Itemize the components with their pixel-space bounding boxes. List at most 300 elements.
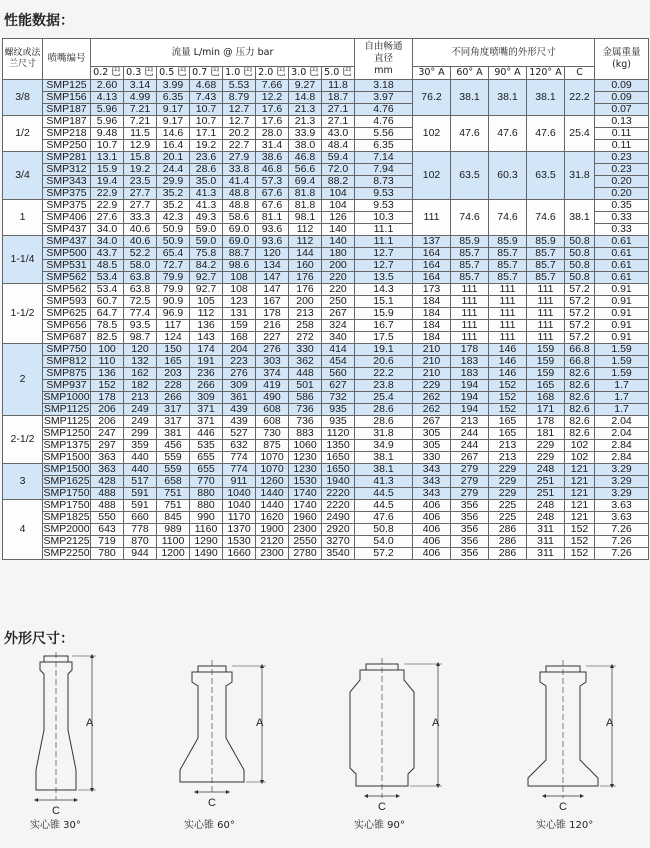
flow-cell: 1650 <box>322 452 355 464</box>
dim-cell: 22.2 <box>565 80 595 116</box>
flow-cell: 774 <box>223 452 256 464</box>
flow-cell: 250 <box>322 296 355 308</box>
dim-cell: 184 <box>413 320 451 332</box>
flow-cell: 136 <box>190 320 223 332</box>
flow-cell: 2780 <box>289 548 322 560</box>
passage-cell: 11.1 <box>355 236 413 248</box>
flow-cell: 4.99 <box>124 92 157 104</box>
header-pressure: 2.0 巴 <box>256 67 289 80</box>
flow-cell: 381 <box>157 428 190 440</box>
model-cell: SMP437 <box>43 236 91 248</box>
flow-cell: 990 <box>190 512 223 524</box>
dim-cell: 74.6 <box>527 200 565 236</box>
model-cell: SMP156 <box>43 92 91 104</box>
flow-cell: 456 <box>157 440 190 452</box>
header-weight <box>595 39 649 80</box>
table-row <box>3 476 649 488</box>
passage-cell: 17.5 <box>355 332 413 344</box>
flow-cell: 46.8 <box>256 164 289 176</box>
flow-cell: 134 <box>256 260 289 272</box>
weight-cell: 2.84 <box>595 452 649 464</box>
performance-data-title: 性能数据： <box>4 13 74 29</box>
dim-cell: 305 <box>413 428 451 440</box>
flow-cell: 911 <box>223 476 256 488</box>
dim-cell: 82.6 <box>565 380 595 392</box>
flow-cell: 59.4 <box>322 152 355 164</box>
flow-cell: 11.8 <box>322 80 355 92</box>
dim-cell: 111 <box>451 296 489 308</box>
flow-cell: 15.9 <box>91 164 124 176</box>
flow-cell: 79.9 <box>157 284 190 296</box>
flow-cell: 140 <box>322 236 355 248</box>
dim-cell: 152 <box>489 404 527 416</box>
size-group <box>3 344 649 416</box>
passage-cell: 50.8 <box>355 524 413 536</box>
dim-cell: 406 <box>413 524 451 536</box>
weight-cell: 1.7 <box>595 404 649 416</box>
dim-cell: 111 <box>489 320 527 332</box>
dim-cell: 178 <box>451 344 489 356</box>
flow-cell: 20.1 <box>157 152 190 164</box>
passage-cell: 10.3 <box>355 212 413 224</box>
nozzle-60-dim-a: A <box>256 717 264 729</box>
weight-cell: 1.7 <box>595 380 649 392</box>
flow-cell: 27.1 <box>322 104 355 116</box>
model-cell: SMP1500 <box>43 463 90 475</box>
flow-cell: 1660 <box>223 548 256 560</box>
flow-cell: 176 <box>289 272 322 284</box>
flow-cell: 34.0 <box>91 224 124 236</box>
flow-cell: 117 <box>157 320 190 332</box>
model-cell: SMP375 <box>43 200 91 212</box>
flow-cell: 112 <box>289 236 322 248</box>
dim-cell: 356 <box>451 536 489 548</box>
passage-cell: 34.9 <box>355 440 413 452</box>
table-row <box>3 416 649 428</box>
weight-cell: 0.91 <box>595 332 649 344</box>
flow-cell: 8.79 <box>223 92 256 104</box>
model-cell: SMP562 <box>43 284 91 296</box>
flow-cell: 559 <box>157 464 190 476</box>
dim-cell: 111 <box>527 296 565 308</box>
weight-cell: 0.61 <box>595 272 649 284</box>
flow-cell: 1440 <box>256 488 289 500</box>
model-cell: SMP187 <box>43 104 91 116</box>
flow-cell: 1290 <box>190 536 223 548</box>
flow-cell: 57.3 <box>256 176 289 188</box>
flow-cell: 35.0 <box>190 176 223 188</box>
flow-cell: 9.48 <box>91 128 124 140</box>
flow-cell: 50.9 <box>157 224 190 236</box>
flow-cell: 13.1 <box>91 152 124 164</box>
dim-cell: 38.1 <box>527 80 565 116</box>
model-cell: SMP281 <box>43 152 91 164</box>
weight-cell: 3.29 <box>595 488 649 500</box>
flow-cell: 780 <box>91 548 124 560</box>
dim-cell: 356 <box>451 548 489 560</box>
flow-cell: 272 <box>289 332 322 344</box>
flow-cell: 93.6 <box>256 236 289 248</box>
nozzle-120-drawing <box>528 660 616 798</box>
dim-cell: 248 <box>527 512 565 524</box>
dim-cell: 194 <box>451 380 489 392</box>
model-cell: SMP1125 <box>43 415 90 427</box>
flow-cell: 266 <box>157 392 190 404</box>
flow-cell: 2300 <box>256 548 289 560</box>
flow-cell: 178 <box>91 392 124 404</box>
flow-cell: 266 <box>190 380 223 392</box>
size-cell: 3/8 <box>3 80 43 116</box>
dim-cell: 181 <box>527 428 565 440</box>
header-pressure: 0.7 巴 <box>190 67 223 80</box>
flow-cell: 7.66 <box>256 80 289 92</box>
flow-cell: 38.0 <box>289 140 322 152</box>
dim-cell: 111 <box>527 308 565 320</box>
dim-cell: 50.8 <box>565 248 595 260</box>
flow-cell: 120 <box>256 248 289 260</box>
weight-cell: 3.29 <box>595 464 649 476</box>
dim-cell: 267 <box>451 452 489 464</box>
model-cell: SMP625 <box>43 308 91 320</box>
flow-cell: 258 <box>289 320 322 332</box>
model-cell: SMP2000 <box>43 523 90 535</box>
flow-cell: 5.96 <box>91 116 124 128</box>
flow-cell: 38.6 <box>256 152 289 164</box>
flow-cell: 29.9 <box>157 176 190 188</box>
flow-cell: 419 <box>256 380 289 392</box>
flow-cell: 1040 <box>223 488 256 500</box>
size-cell: 3/4 <box>3 152 43 200</box>
dim-cell: 85.9 <box>527 236 565 248</box>
dim-cell: 286 <box>489 524 527 536</box>
passage-cell: 4.76 <box>355 116 413 128</box>
flow-cell: 440 <box>124 464 157 476</box>
dim-cell: 63.5 <box>527 152 565 200</box>
flow-cell: 48.8 <box>223 200 256 212</box>
dim-cell: 279 <box>451 476 489 488</box>
flow-cell: 144 <box>289 248 322 260</box>
passage-cell: 19.1 <box>355 344 413 356</box>
flow-cell: 267 <box>322 308 355 320</box>
table-row <box>3 500 649 512</box>
model-cell: SMP562 <box>43 272 91 284</box>
flow-cell: 1160 <box>190 524 223 536</box>
flow-cell: 1960 <box>289 512 322 524</box>
passage-cell: 12.7 <box>355 260 413 272</box>
dim-cell: 210 <box>413 344 451 356</box>
size-cell: 2 <box>3 344 43 416</box>
flow-cell: 108 <box>223 272 256 284</box>
flow-cell: 81.8 <box>289 188 322 200</box>
nozzle-30-dim-a: A <box>86 717 94 729</box>
passage-cell: 14.3 <box>355 284 413 296</box>
flow-cell: 1070 <box>256 464 289 476</box>
passage-cell: 13.5 <box>355 272 413 284</box>
model-cell: SMP1625 <box>43 475 90 487</box>
flow-cell: 3540 <box>322 548 355 560</box>
flow-cell: 69.0 <box>223 224 256 236</box>
dim-cell: 244 <box>451 428 489 440</box>
flow-cell: 309 <box>223 380 256 392</box>
flow-cell: 2.60 <box>91 80 124 92</box>
flow-cell: 72.7 <box>157 260 190 272</box>
weight-cell: 0.11 <box>595 140 649 152</box>
dim-cell: 279 <box>451 464 489 476</box>
header-dim-col: 30° A <box>413 67 451 80</box>
passage-cell: 4.76 <box>355 104 413 116</box>
dim-cell: 184 <box>413 332 451 344</box>
flow-cell: 1370 <box>223 524 256 536</box>
passage-cell: 7.14 <box>355 152 413 164</box>
dim-cell: 50.8 <box>565 260 595 272</box>
dim-cell: 165 <box>489 416 527 428</box>
flow-cell: 112 <box>289 224 322 236</box>
flow-cell: 1900 <box>256 524 289 536</box>
flow-cell: 46.8 <box>289 152 322 164</box>
flow-cell: 608 <box>256 416 289 428</box>
flow-cell: 1490 <box>190 548 223 560</box>
weight-cell: 3.29 <box>595 476 649 488</box>
model-cell: SMP531 <box>43 260 91 272</box>
flow-cell: 27.6 <box>91 212 124 224</box>
flow-cell: 1040 <box>223 500 256 512</box>
flow-cell: 736 <box>289 416 322 428</box>
passage-cell: 41.3 <box>355 476 413 488</box>
flow-cell: 58.6 <box>223 212 256 224</box>
flow-cell: 34.0 <box>91 236 124 248</box>
flow-cell: 751 <box>157 500 190 512</box>
passage-cell: 15.1 <box>355 296 413 308</box>
dim-cell: 229 <box>413 380 451 392</box>
flow-cell: 120 <box>124 344 157 356</box>
model-cell: SMP750 <box>43 344 91 356</box>
table-row <box>3 488 649 500</box>
dim-cell: 244 <box>451 440 489 452</box>
weight-cell: 1.59 <box>595 368 649 380</box>
dim-cell: 165 <box>527 380 565 392</box>
flow-cell: 550 <box>91 512 124 524</box>
header-weight-unit: (kg) <box>612 59 632 70</box>
flow-cell: 249 <box>124 416 157 428</box>
dim-cell: 85.7 <box>451 272 489 284</box>
weight-cell: 0.61 <box>595 248 649 260</box>
passage-cell: 6.35 <box>355 140 413 152</box>
model-cell: SMP500 <box>43 248 91 260</box>
weight-cell: 0.91 <box>595 284 649 296</box>
flow-cell: 2490 <box>322 512 355 524</box>
dim-cell: 60.3 <box>489 152 527 200</box>
flow-cell: 63.8 <box>124 284 157 296</box>
flow-cell: 297 <box>91 440 124 452</box>
flow-cell: 17.1 <box>190 128 223 140</box>
flow-cell: 140 <box>322 224 355 236</box>
dim-cell: 111 <box>451 284 489 296</box>
dim-cell: 85.7 <box>451 260 489 272</box>
flow-cell: 7.21 <box>124 104 157 116</box>
dim-cell: 229 <box>527 440 565 452</box>
dim-cell: 229 <box>489 464 527 476</box>
flow-cell: 324 <box>322 320 355 332</box>
header-dim-col: 60° A <box>451 67 489 80</box>
dim-cell: 66.8 <box>565 344 595 356</box>
flow-cell: 53.4 <box>91 284 124 296</box>
dim-cell: 111 <box>451 332 489 344</box>
dim-cell: 210 <box>413 368 451 380</box>
dim-cell: 356 <box>451 524 489 536</box>
flow-cell: 439 <box>223 404 256 416</box>
flow-cell: 191 <box>190 356 223 368</box>
flow-cell: 49.3 <box>190 212 223 224</box>
dim-cell: 137 <box>413 236 451 248</box>
flow-cell: 9.27 <box>289 80 322 92</box>
size-cell: 2-1/2 <box>3 416 43 464</box>
dim-cell: 165 <box>489 428 527 440</box>
flow-cell: 1620 <box>256 512 289 524</box>
flow-cell: 3.99 <box>157 80 190 92</box>
dim-cell: 102 <box>413 116 451 152</box>
weight-cell: 0.33 <box>595 212 649 224</box>
dim-cell: 152 <box>565 548 595 560</box>
flow-cell: 608 <box>256 404 289 416</box>
flow-cell: 228 <box>157 380 190 392</box>
dim-cell: 82.6 <box>565 416 595 428</box>
flow-cell: 249 <box>124 404 157 416</box>
dim-cell: 210 <box>413 356 451 368</box>
table-row <box>3 440 649 452</box>
flow-cell: 22.9 <box>91 200 124 212</box>
flow-cell: 96.9 <box>157 308 190 320</box>
flow-cell: 56.6 <box>289 164 322 176</box>
table-row <box>3 308 649 320</box>
flow-cell: 200 <box>289 296 322 308</box>
header-weight-label: 金属重量 <box>602 47 641 58</box>
passage-cell: 8.73 <box>355 176 413 188</box>
flow-cell: 501 <box>289 380 322 392</box>
dim-cell: 305 <box>413 440 451 452</box>
passage-cell: 28.6 <box>355 404 413 416</box>
flow-cell: 770 <box>190 476 223 488</box>
flow-cell: 58.0 <box>124 260 157 272</box>
size-group <box>3 500 649 560</box>
model-cell: SMP125 <box>43 80 91 92</box>
flow-cell: 2220 <box>322 488 355 500</box>
dim-cell: 121 <box>565 512 595 524</box>
weight-cell: 0.35 <box>595 200 649 212</box>
model-cell: SMP937 <box>43 380 91 392</box>
flow-cell: 428 <box>91 476 124 488</box>
flow-cell: 162 <box>124 368 157 380</box>
dim-cell: 248 <box>527 464 565 476</box>
weight-cell: 3.63 <box>595 500 649 512</box>
flow-cell: 124 <box>157 332 190 344</box>
flow-cell: 527 <box>223 428 256 440</box>
weight-cell: 0.33 <box>595 224 649 236</box>
weight-cell: 0.20 <box>595 188 649 200</box>
flow-cell: 65.4 <box>157 248 190 260</box>
weight-cell: 2.04 <box>595 416 649 428</box>
weight-cell: 0.23 <box>595 152 649 164</box>
flow-cell: 12.9 <box>124 140 157 152</box>
dim-cell: 229 <box>489 476 527 488</box>
dim-cell: 74.6 <box>451 200 489 236</box>
dim-cell: 85.7 <box>527 260 565 272</box>
weight-cell: 0.09 <box>595 80 649 92</box>
model-cell: SMP1000 <box>43 391 90 403</box>
flow-cell: 84.2 <box>190 260 223 272</box>
flow-cell: 490 <box>256 392 289 404</box>
flow-cell: 27.1 <box>322 116 355 128</box>
flow-cell: 20.2 <box>223 128 256 140</box>
weight-cell: 7.26 <box>595 536 649 548</box>
flow-cell: 147 <box>256 284 289 296</box>
dim-cell: 406 <box>413 512 451 524</box>
flow-cell: 178 <box>256 308 289 320</box>
dim-cell: 146 <box>489 368 527 380</box>
flow-cell: 730 <box>256 428 289 440</box>
dim-cell: 311 <box>527 524 565 536</box>
dim-cell: 146 <box>489 356 527 368</box>
flow-cell: 112 <box>190 308 223 320</box>
dim-cell: 343 <box>413 488 451 500</box>
flow-cell: 92.7 <box>190 272 223 284</box>
dim-cell: 50.8 <box>565 272 595 284</box>
weight-cell: 0.91 <box>595 308 649 320</box>
table-row <box>3 464 649 476</box>
table-row <box>3 284 649 296</box>
table-row <box>3 260 649 272</box>
flow-cell: 627 <box>322 380 355 392</box>
flow-cell: 227 <box>256 332 289 344</box>
flow-cell: 1350 <box>322 440 355 452</box>
header-passage-label: 自由畅通直径 <box>364 41 403 64</box>
flow-cell: 1200 <box>157 548 190 560</box>
flow-cell: 126 <box>322 212 355 224</box>
dim-cell: 267 <box>413 416 451 428</box>
flow-cell: 591 <box>124 488 157 500</box>
flow-cell: 35.2 <box>157 200 190 212</box>
flow-cell: 751 <box>157 488 190 500</box>
dim-cell: 159 <box>527 368 565 380</box>
dim-cell: 311 <box>527 536 565 548</box>
model-cell: SMP687 <box>43 332 91 344</box>
flow-cell: 21.3 <box>289 104 322 116</box>
flow-cell: 371 <box>190 416 223 428</box>
dim-cell: 213 <box>489 440 527 452</box>
flow-cell: 176 <box>289 284 322 296</box>
performance-table <box>2 38 649 560</box>
flow-cell: 736 <box>289 404 322 416</box>
weight-cell: 0.61 <box>595 260 649 272</box>
flow-cell: 64.7 <box>91 308 124 320</box>
flow-cell: 363 <box>91 464 124 476</box>
passage-cell: 38.1 <box>355 452 413 464</box>
model-cell: SMP1375 <box>43 439 90 451</box>
header-pressure: 0.2 巴 <box>91 67 124 80</box>
dim-cell: 194 <box>451 392 489 404</box>
dimensions-title: 外形尺寸： <box>4 631 74 647</box>
header-size: 螺纹或法兰尺寸 <box>3 39 43 80</box>
dim-cell: 31.8 <box>565 152 595 200</box>
passage-cell: 5.56 <box>355 128 413 140</box>
dim-cell: 102 <box>565 440 595 452</box>
flow-cell: 19.4 <box>91 176 124 188</box>
flow-cell: 359 <box>124 440 157 452</box>
dim-cell: 183 <box>451 356 489 368</box>
flow-cell: 11.5 <box>124 128 157 140</box>
nozzle-90-dim-a: A <box>432 717 440 729</box>
size-group <box>3 116 649 152</box>
flow-cell: 560 <box>322 368 355 380</box>
